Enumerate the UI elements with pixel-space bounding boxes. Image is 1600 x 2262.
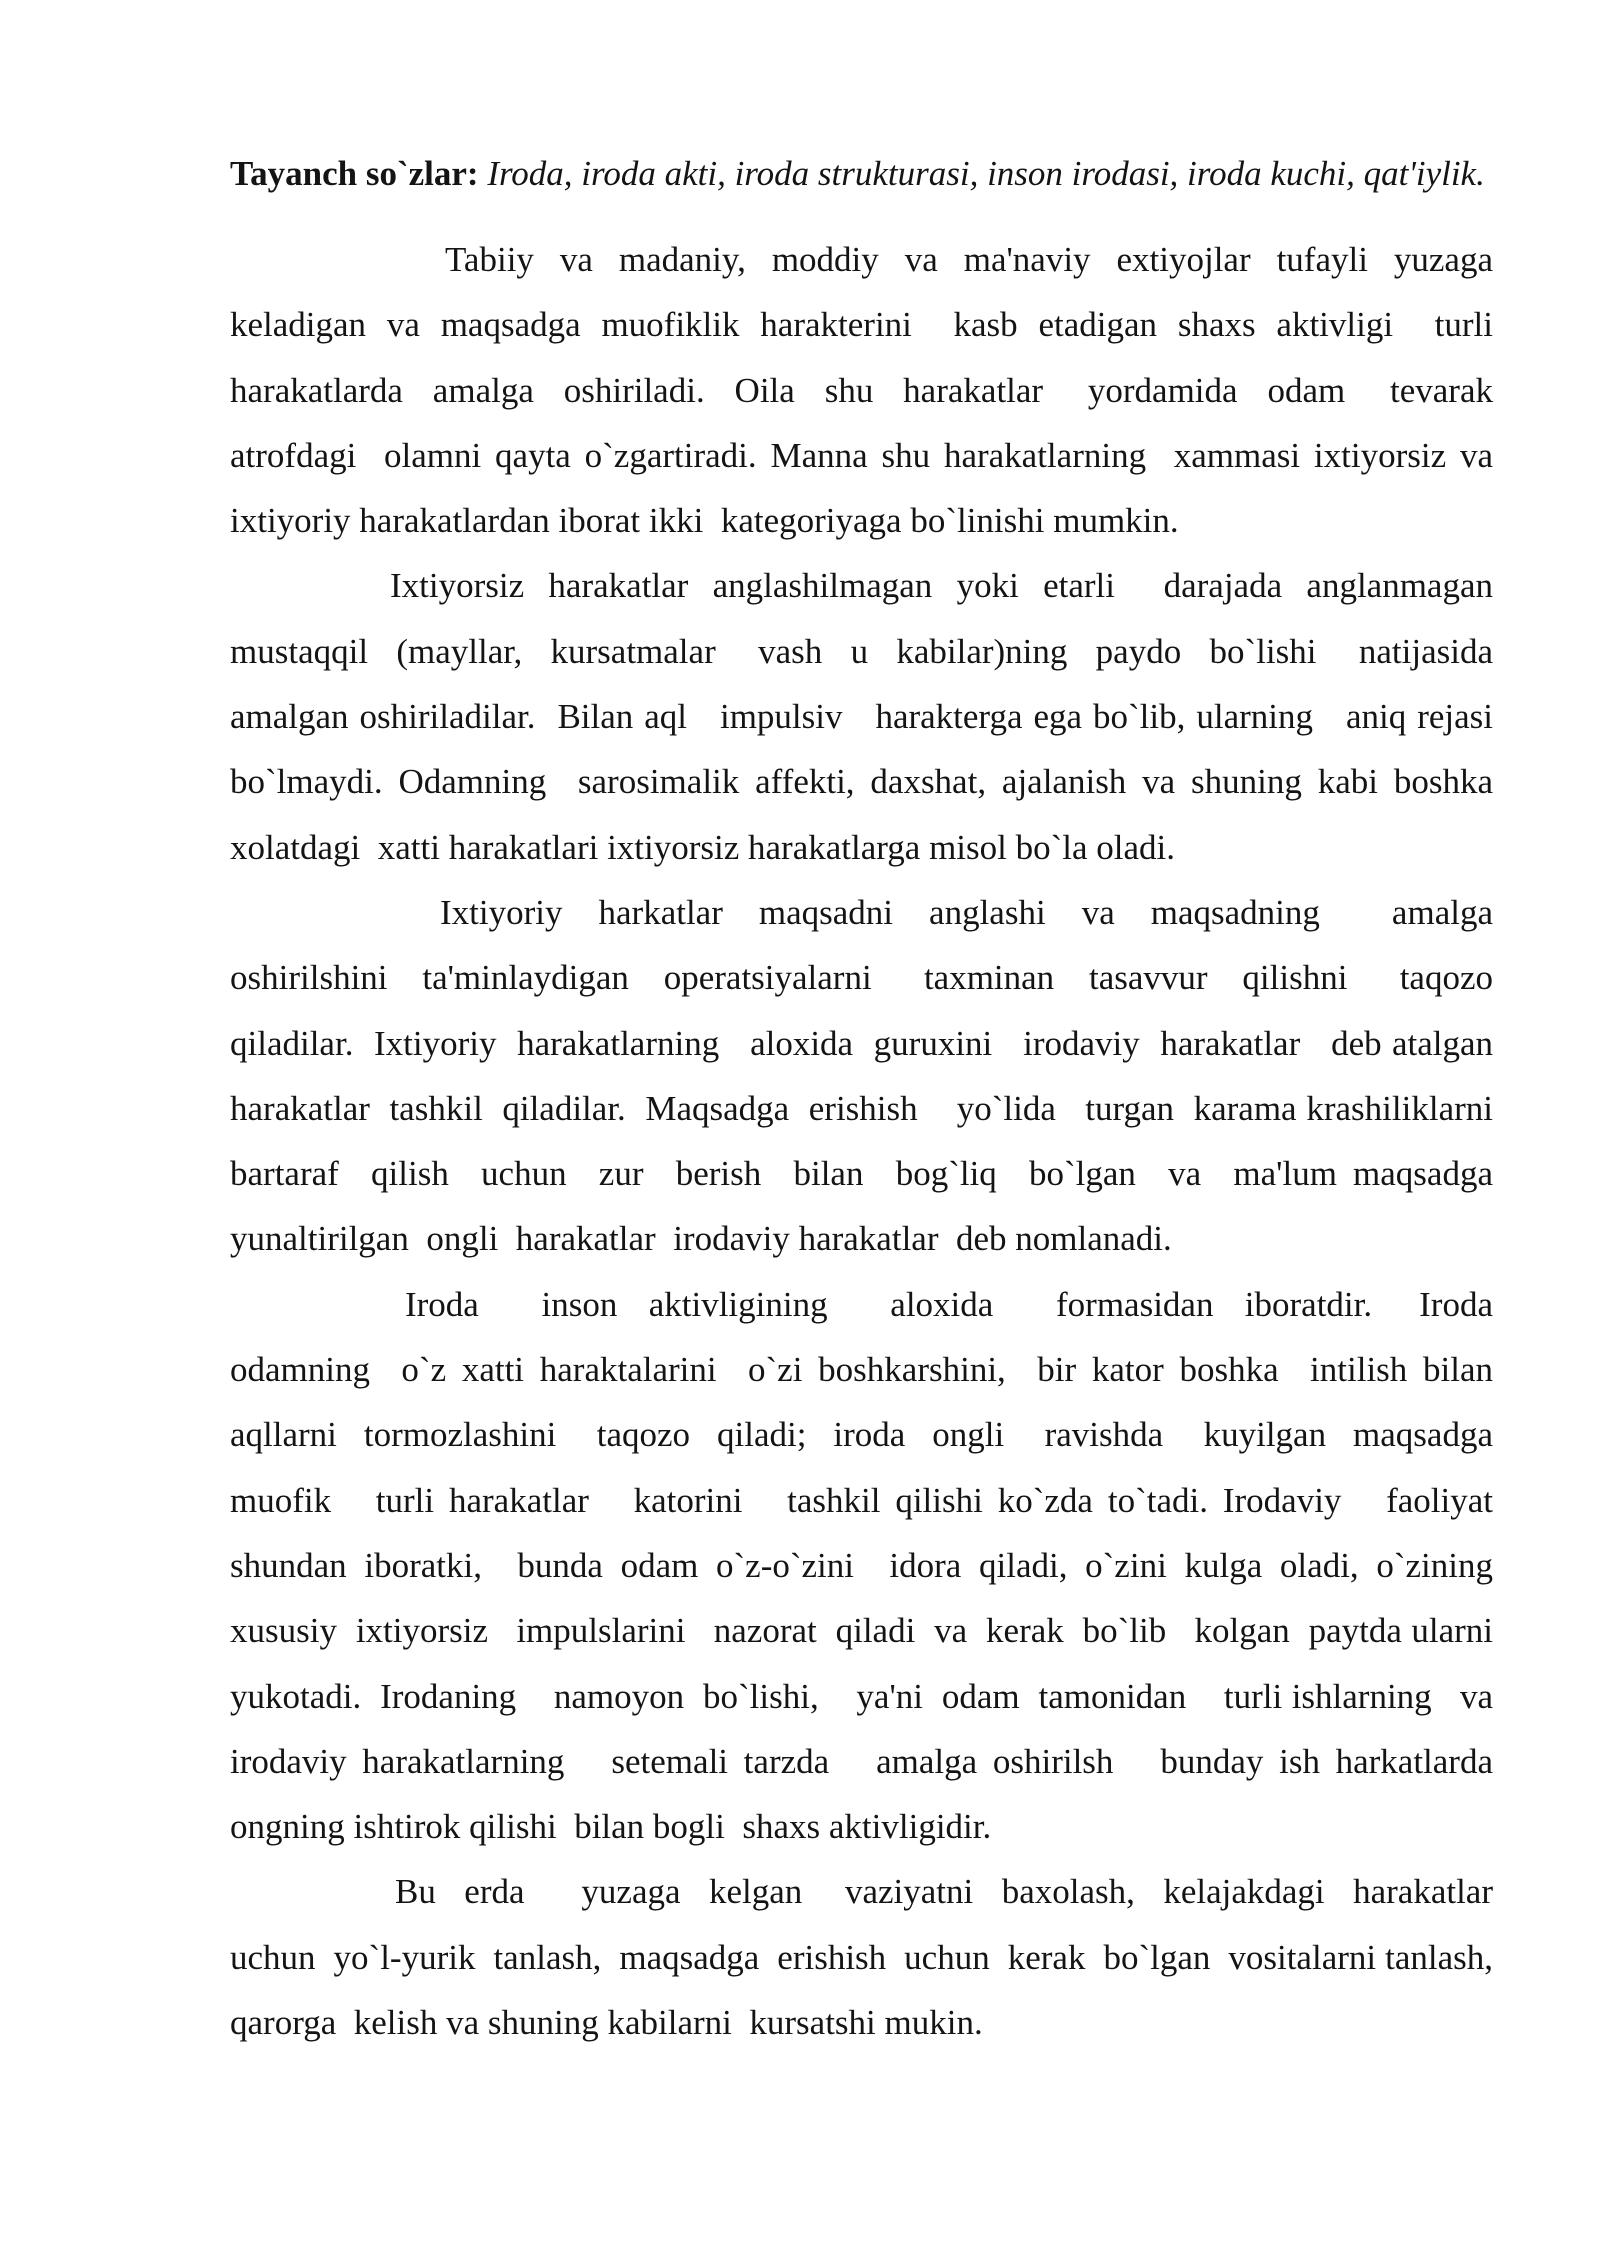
keywords-terms: Iroda, iroda akti, iroda strukturasi, inson irodasi, iroda kuchi, qat'iylik. — [487, 154, 1485, 193]
keywords-line — [230, 150, 1493, 197]
paragraph-voluntary-actions: Ixtiyoriy harkatlar maqsadni anglashi va maqsadning amalga oshirilshini ta'minlaydigan operatsiyalarni taxminan tasavvur qilishni taqozo qiladilar. Ixtiyoriy harakatlarning aloxida guruxini irodaviy harakatlar deb atalgan harakatlar tashkil qiladilar. Maqsadga erishish yo`lida turgan karama krashiliklarni bartaraf qilish uchun zur berish bilan bog`liq bo`lgan va ma'lum maqsadga yunaltirilgan ongli harakatlar irodaviy harakatlar deb nomlanadi. — [230, 892, 1511, 1259]
paragraph-involuntary-actions: Ixtiyorsiz harakatlar anglashilmagan yoki etarli darajada anglanmagan mustaqqil (mayllar, kursatmalar vash u kabilar)ning paydo bo`lishi natijasida amalgan oshiriladilar. Bilan aql impulsiv harakterga ega bo`lib, ularning aniq rejasi bo`lmaydi. Odamning sarosimalik affekti, daxshat, ajalanish va shuning kabi boshka xolatdagi xatti harakatlari ixtiyorsiz harakatlarga misol bo`la oladi. — [230, 566, 1511, 867]
paragraph-activity: Tabiiy va madaniy, moddiy va ma'naviy extiyojlar tufayli yuzaga keladigan va maqsadga muofiklik harakterini kasb etadigan shaxs aktivligi turli harakatlarda amalga oshiriladi. Oila shu harakatlar yordamida odam tevarak atrofdagi olamni qayta o`zgartiradi. Manna shu harakatlarning xammasi ixtiyorsiz va ixtiyoriy harakatlardan iborat ikki kategoriyaga bo`linishi mumkin. — [230, 240, 1502, 541]
paragraph-decision-stages: Bu erda yuzaga kelgan vaziyatni baxolash, kelajakdagi harakatlar uchun yo`l-yurik tanlash, maqsadga erishish uchun kerak bo`lgan vositalarni tanlash, qarorga kelish va shuning kabilarni kursatshi mukin. — [230, 1872, 1502, 2043]
keywords-label: Tayanch so`zlar: — [230, 154, 479, 193]
document-body — [230, 150, 1528, 2055]
paragraph-will-definition: Iroda inson aktivligining aloxida formasidan iboratdir. Iroda odamning o`z xatti haraktalarini o`zi boshkarshini, bir kator boshka intilish bilan aqllarni tormozlashini taqozo qiladi; iroda ongli ravishda kuyilgan maqsadga muofik turli harakatlar katorini tashkil qilishi ko`zda to`tadi. Irodaviy faoliyat shundan iboratki, bunda odam o`z-o`zini idora qiladi, o`zini kulga oladi, o`zining xususiy ixtiyorsiz impulslarini nazorat qiladi va kerak bo`lib kolgan paytda ularni yukotadi. Irodaning namoyon bo`lishi, ya'ni odam tamonidan turli ishlarning va irodaviy harakatlarning setemali tarzda amalga oshirilsh bunday ish harkatlarda ongning ishtirok qilishi bilan bogli shaxs aktivligidir. — [230, 1284, 1528, 1847]
